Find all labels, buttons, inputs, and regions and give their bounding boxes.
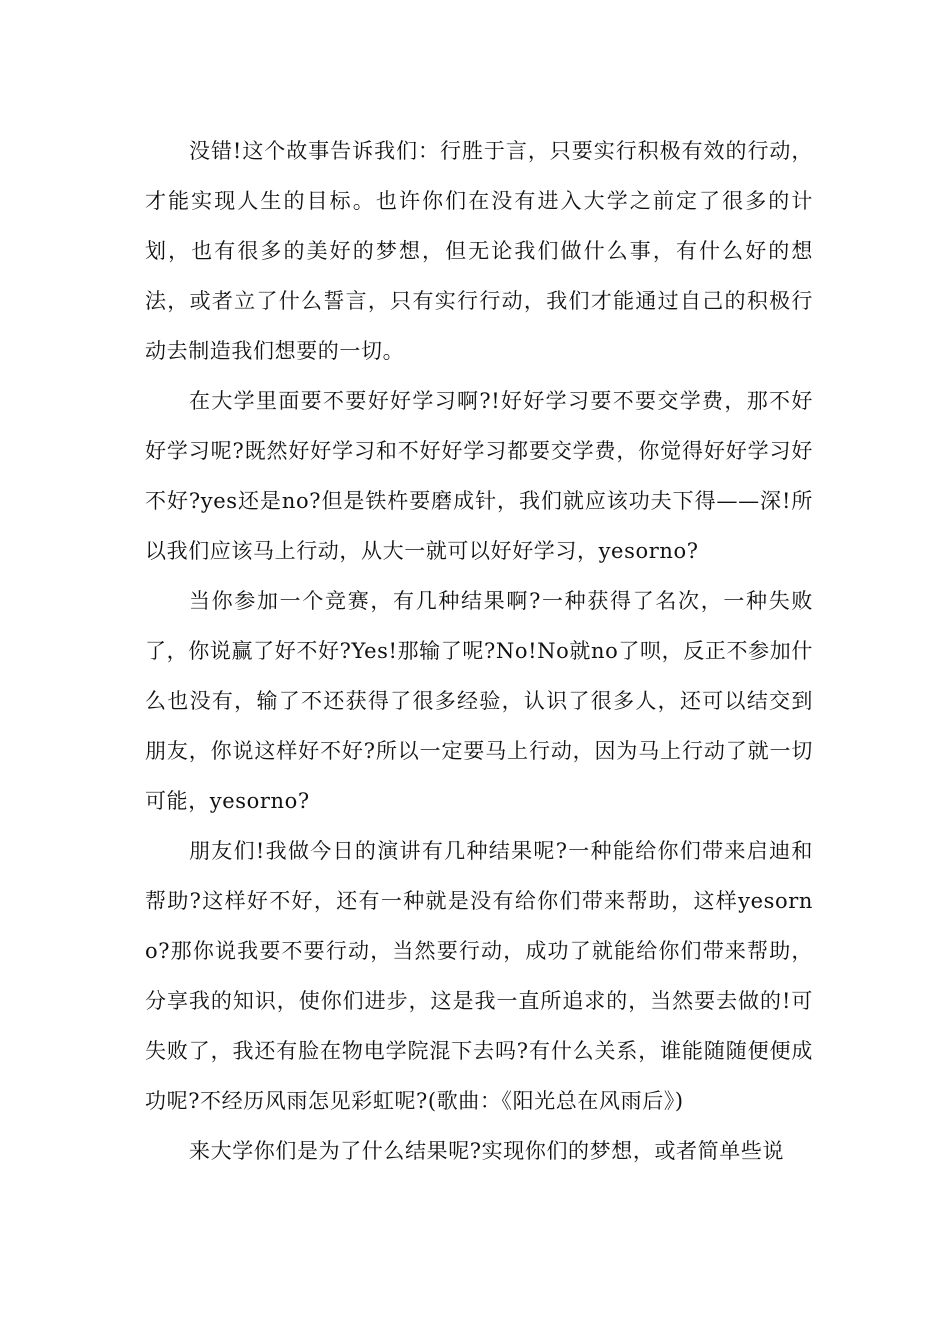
paragraph-1: 没错!这个故事告诉我们：行胜于言，只要实行积极有效的行动，才能实现人生的目标。也许你们在没有进入大学之前定了很多的计划，也有很多的美好的梦想，但无论我们做什么事，有什么好的想法，或者立了什么誓言，只有实行行动，我们才能通过自己的积极行动去制造我们想要的一切。 (145, 139, 813, 363)
paragraph-2: 在大学里面要不要好好学习啊?!好好学习要不要交学费，那不好好学习呢?既然好好学习和不好好学习都要交学费，你觉得好好学习好不好?yes还是no?但是铁杵要磨成针，我们就应该功夫下得——深!所以我们应该马上行动，从大一就可以好好学习，yesorno? (145, 389, 813, 563)
paragraph-4: 朋友们!我做今日的演讲有几种结果呢?一种能给你们带来启迪和帮助?这样好不好，还有一种就是没有给你们带来帮助，这样yesorno?那你说我要不要行动，当然要行动，成功了就能给你们带来帮助，分享我的知识，使你们进步，这是我一直所追求的，当然要去做的!可失败了，我还有脸在物电学院混下去吗?有什么关系，谁能随随便便成功呢?不经历风雨怎见彩虹呢?(歌曲：《阳光总在风雨后》) (145, 839, 813, 1113)
paragraph-3: 当你参加一个竞赛，有几种结果啊?一种获得了名次，一种失败了，你说赢了好不好?Yes!那输了呢?No!No就no了呗，反正不参加什么也没有，输了不还获得了很多经验，认识了很多人，还可以结交到朋友，你说这样好不好?所以一定要马上行动，因为马上行动了就一切可能，yesorno? (145, 589, 813, 813)
paragraph-5: 来大学你们是为了什么结果呢?实现你们的梦想，或者简单些说 (189, 1139, 785, 1163)
document-body (145, 126, 813, 1176)
